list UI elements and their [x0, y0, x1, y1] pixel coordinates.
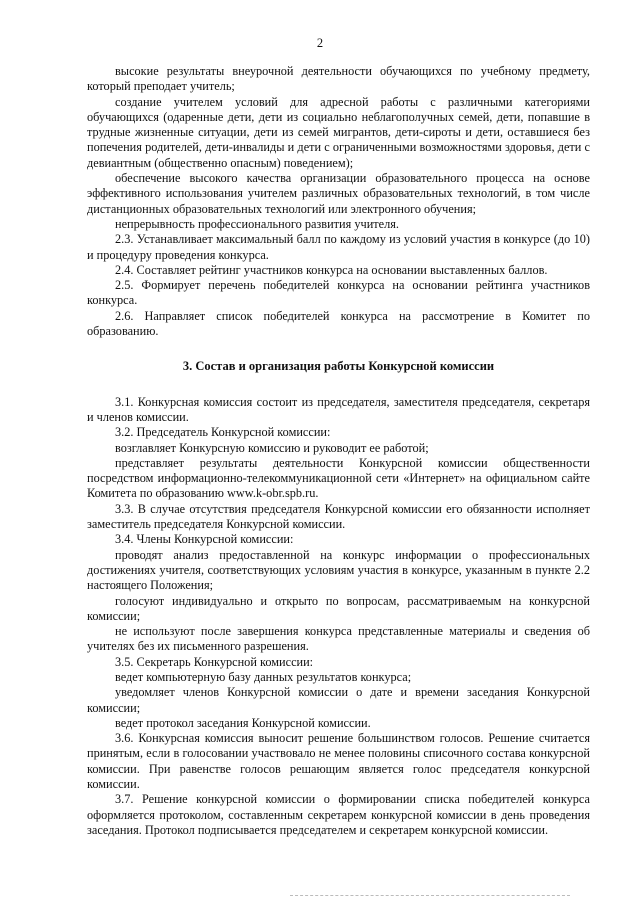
paragraph: ведет протокол заседания Конкурсной комиссии.: [115, 715, 371, 730]
paragraph: проводят анализ предоставленной на конкурс информации о профессиональных достижениях учителя, соответствующих условиям участия в конкурсе, указанным в пункте 2.2 настоящего Положения;: [87, 547, 590, 593]
paragraph: 2.5. Формирует перечень победителей конкурса на основании рейтинга участников конкурса.: [87, 278, 590, 308]
paragraph: возглавляет Конкурсную комиссию и руководит ее работой;: [115, 440, 429, 455]
paragraph: 3.2. Председатель Конкурсной комиссии:: [115, 425, 331, 440]
scan-edge-mark: [290, 895, 570, 896]
section-2-continuation: [87, 64, 590, 339]
paragraph: голосуют индивидуально и открыто по вопросам, рассматриваемым на конкурсной комиссии;: [87, 593, 590, 623]
paragraph: 2.3. Устанавливает максимальный балл по каждому из условий участия в конкурсе (до 10) и процедуру проведения конкурса.: [87, 232, 590, 262]
paragraph: ведет компьютерную базу данных результатов конкурса;: [115, 669, 412, 684]
section-3-body: [87, 395, 590, 839]
paragraph: не используют после завершения конкурса представленные материалы и сведения об учителях без их письменного разрешения.: [87, 624, 590, 654]
paragraph: 2.4. Составляет рейтинг участников конкурса на основании выставленных баллов.: [115, 262, 548, 277]
paragraph: 3.6. Конкурсная комиссия выносит решение большинством голосов. Решение считается принятым, если в голосовании участвовало не менее половины списочного состава конкурсной комиссии. При равенстве голосов решающим является голос председателя конкурсной комиссии.: [87, 731, 590, 792]
page-number: 2: [316, 36, 324, 50]
paragraph: 3.4. Члены Конкурсной комиссии:: [115, 532, 294, 547]
paragraph: 2.6. Направляет список победителей конкурса на рассмотрение в Комитет по образованию.: [87, 308, 590, 339]
paragraph: 3.3. В случае отсутствия председателя Конкурсной комиссии его обязанности исполняет заместитель председателя Конкурсной комиссии.: [87, 501, 590, 532]
paragraph: 3.7. Решение конкурсной комиссии о формировании списка победителей конкурса оформляется протоколом, составленным секретарем конкурсной комиссии в день проведения заседания. Протокол подписывается председателем и секретарем конкурсной комиссии.: [87, 792, 590, 837]
paragraph: 3.5. Секретарь Конкурсной комиссии:: [115, 654, 314, 669]
paragraph: представляет результаты деятельности Конкурсной комиссии общественности посредством информационно-телекоммуникационной сети «Интернет» на официальном сайте Комитета по образованию www.k-obr.spb.ru.: [87, 455, 590, 501]
document-body: [87, 64, 590, 838]
paragraph: 3.1. Конкурсная комиссия состоит из председателя, заместителя председателя, секретаря и членов комиссии.: [87, 394, 590, 424]
paragraph: обеспечение высокого качества организации образовательного процесса на основе эффективного использования учителем различных образовательных технологий, в том числе дистанционных образовательных технологий или электронного обучения;: [87, 171, 590, 216]
paragraph: высокие результаты внеурочной деятельности обучающихся по учебному предмету, который преподает учитель;: [87, 64, 590, 94]
paragraph: уведомляет членов Конкурсной комиссии о дате и времени заседания Конкурсной комиссии;: [87, 685, 590, 715]
paragraph: создание учителем условий для адресной работы с различными категориями обучающихся (одаренные дети, дети из социально неблагополучных семей, дети, попавшие в трудные жизненные ситуации, дети из семей мигрантов, дети-сироты и дети, оставшиеся без попечения родителей, дети-инвалиды и дети с ограниченными возможностями здоровья, дети с девиантным (общественно опасным) поведением);: [87, 94, 590, 170]
section-3-heading: 3. Состав и организация работы Конкурсной комиссии: [182, 359, 495, 374]
paragraph: непрерывность профессионального развития учителя.: [115, 216, 399, 231]
